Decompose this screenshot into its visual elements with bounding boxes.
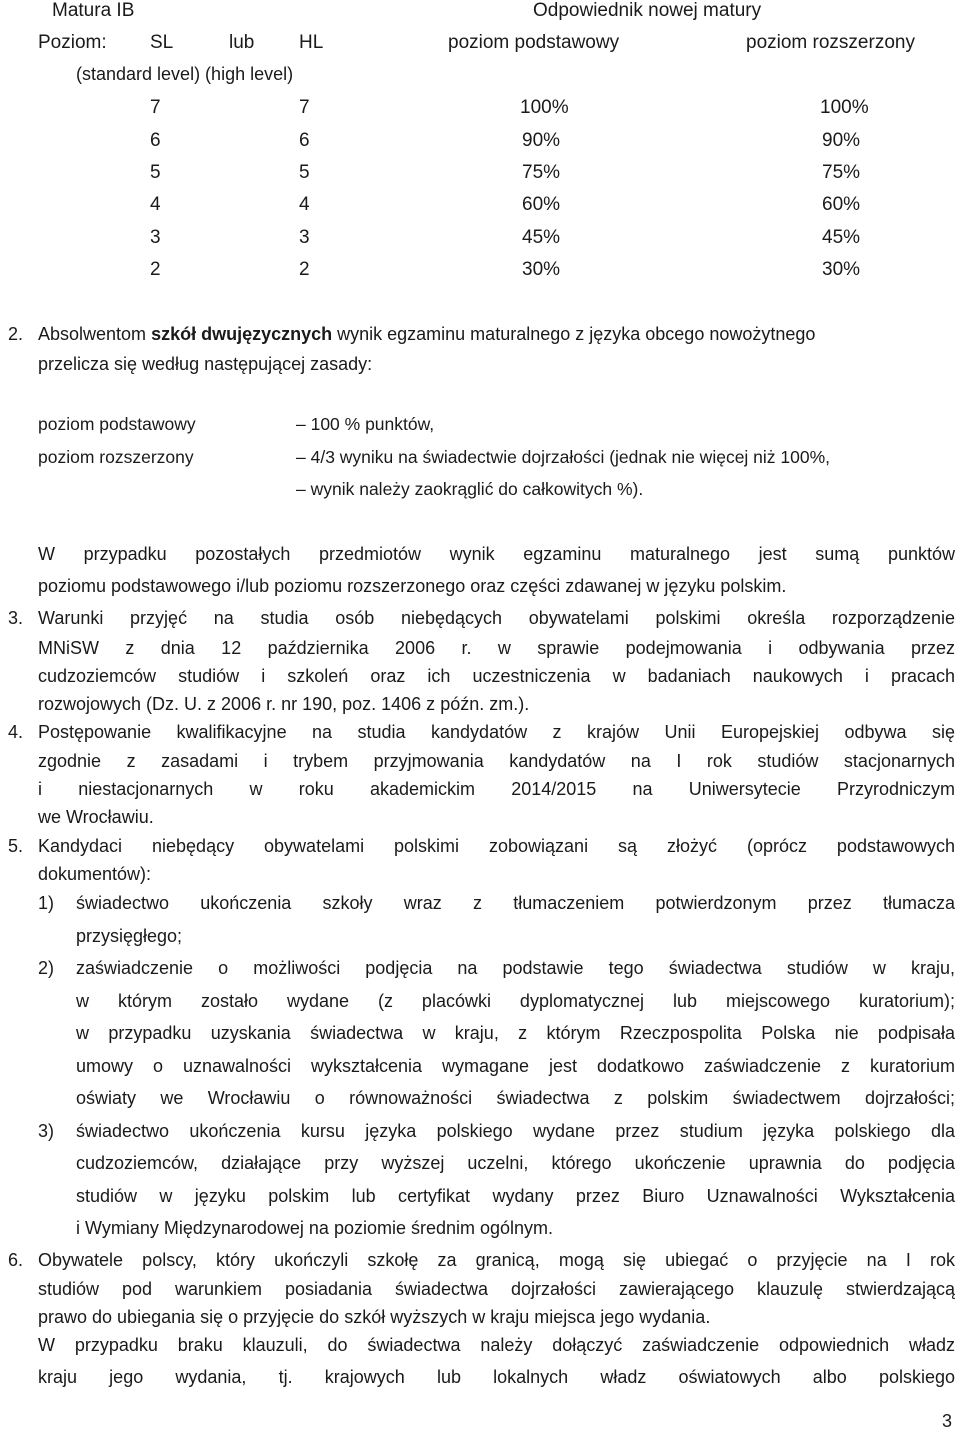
paragraph-line: prawo do ubiegania się o przyjęcie do szkół wyższych w kraju miejsca jego wydania. [38,1307,711,1327]
grade-sl: 3 [150,227,161,248]
grade-hl: 3 [299,227,310,248]
grade-pp: 30% [522,259,561,280]
list-number: 2) [38,958,55,978]
list-item-line: i Wymiany Międzynarodowej na poziomie średnim ogólnym. [76,1218,554,1238]
list-number: 3) [38,1121,55,1141]
list-item-line: umowy o uznawalności wykształcenia wymagane jest dodatkowo zaświadczenie z kuratorium [76,1056,955,1076]
grade-hl: 7 [299,97,310,118]
section-number: 2. [8,324,24,344]
header-sl: SL [150,32,174,53]
paragraph-line: cudzoziemców studiów i szkoleń oraz ich uczestniczenia w badaniach naukowych i pracach [38,666,955,686]
grade-hl: 6 [299,130,310,151]
section-number: 4. [8,722,24,742]
grade-sl: 7 [150,97,161,118]
header-lub: lub [229,32,255,53]
grade-sl: 4 [150,194,161,215]
list-item-line: cudzoziemców, działające przy wyższej uczelni, którego ukończenie uprawnia do podjęcia [76,1153,955,1173]
header-podstawowy: poziom podstawowy [448,32,620,53]
paragraph-line: poziomu podstawowego i/lub poziomu rozszerzonego oraz części zdawanej w języku polskim. [38,576,787,596]
rule-value: – wynik należy zaokrąglić do całkowitych %). [296,479,644,499]
header-hl: HL [299,32,324,53]
section-number: 3. [8,608,24,628]
grade-pr: 30% [822,259,861,280]
header-matura-ib: Matura IB [52,0,135,21]
paragraph-line: we Wrocławiu. [38,807,154,827]
paragraph-line: i niestacjonarnych w roku akademickim 2014/2015 na Uniwersytecie Przyrodniczym [38,779,955,799]
header-poziom-label: Poziom: [38,32,107,53]
page-number: 3 [942,1411,953,1431]
bold-text: szkół dwujęzycznych [151,324,333,344]
section-number: 6. [8,1250,24,1270]
list-item-line: oświaty we Wrocławiu o równoważności świadectwa z polskim świadectwem dojrzałości; [76,1088,955,1108]
paragraph-line: Warunki przyjęć na studia osób niebędących obywatelami polskimi określa rozporządzenie [38,608,955,628]
rule-label: poziom rozszerzony [38,447,194,467]
paragraph-line: dokumentów): [38,864,152,884]
list-number: 1) [38,893,55,913]
grade-pp: 90% [522,130,561,151]
paragraph-line: Obywatele polscy, który ukończyli szkołę za granicą, mogą się ubiegać o przyjęcie na I rok [38,1250,955,1270]
grade-pp: 100% [520,97,569,118]
section-number: 5. [8,836,24,856]
paragraph-line: studiów pod warunkiem posiadania świadectwa dojrzałości zawierającego klauzulę stwierdzającą [38,1279,955,1299]
grade-pr: 45% [822,227,861,248]
grade-sl: 6 [150,130,161,151]
list-item-line: zaświadczenie o możliwości podjęcia na podstawie tego świadectwa studiów w kraju, [76,958,955,978]
grade-pp: 45% [522,227,561,248]
paragraph-line: W przypadku braku klauzuli, do świadectwa należy dołączyć zaświadczenie odpowiednich władz [38,1335,955,1355]
grade-hl: 5 [299,162,310,183]
section2-line2: przelicza się według następującej zasady: [38,354,373,374]
grade-sl: 5 [150,162,161,183]
grade-hl: 2 [299,259,310,280]
paragraph-line: Postępowanie kwalifikacyjne na studia kandydatów z krajów Unii Europejskiej odbywa się [38,722,955,742]
paragraph-line: Kandydaci niebędący obywatelami polskimi zobowiązani są złożyć (oprócz podstawowych [38,836,955,856]
text-span: wynik egzaminu maturalnego z języka obcego nowożytnego [332,324,816,344]
text-span: Absolwentom [38,324,152,344]
list-item-line: w przypadku uzyskania świadectwa w kraju, z którym Rzeczpospolita Polska nie podpisała [76,1023,955,1043]
list-item-line: studiów w języku polskim lub certyfikat wydany przez Biuro Uznawalności Wykształcenia [76,1186,955,1206]
paragraph-line: W przypadku pozostałych przedmiotów wynik egzaminu maturalnego jest sumą punktów [38,544,955,564]
header-rozszerzony: poziom rozszerzony [746,32,915,53]
rule-value: – 4/3 wyniku na świadectwie dojrzałości (jednak nie więcej niż 100%, [296,447,831,467]
paragraph-line: rozwojowych (Dz. U. z 2006 r. nr 190, poz. 1406 z późn. zm.). [38,694,530,714]
grade-pp: 60% [522,194,561,215]
grade-pr: 75% [822,162,861,183]
list-item-line: świadectwo ukończenia kursu języka polskiego wydane przez studium języka polskiego dla [76,1121,955,1141]
grade-sl: 2 [150,259,161,280]
rule-value: – 100 % punktów, [296,414,435,434]
list-item-line: przysięgłego; [76,926,183,946]
list-item-line: świadectwo ukończenia szkoły wraz z tłumaczeniem potwierdzonym przez tłumacza [76,893,955,913]
grade-pr: 60% [822,194,861,215]
header-levels-note: (standard level) (high level) [76,64,294,84]
list-item-line: w którym zostało wydane (z placówki dyplomatycznej lub miejscowego kuratorium); [76,991,955,1011]
grade-pr: 100% [820,97,869,118]
section2-line1 [38,324,815,345]
rule-label: poziom podstawowy [38,414,196,434]
grade-pr: 90% [822,130,861,151]
header-odpowiednik: Odpowiednik nowej matury [533,0,762,21]
paragraph-line: zgodnie z zasadami i trybem przyjmowania kandydatów na I rok studiów stacjonarnych [38,751,955,771]
paragraph-line: kraju jego wydania, tj. krajowych lub lokalnych władz oświatowych albo polskiego [38,1367,955,1387]
grade-hl: 4 [299,194,310,215]
paragraph-line: MNiSW z dnia 12 października 2006 r. w sprawie podejmowania i odbywania przez [38,638,955,658]
grade-pp: 75% [522,162,561,183]
